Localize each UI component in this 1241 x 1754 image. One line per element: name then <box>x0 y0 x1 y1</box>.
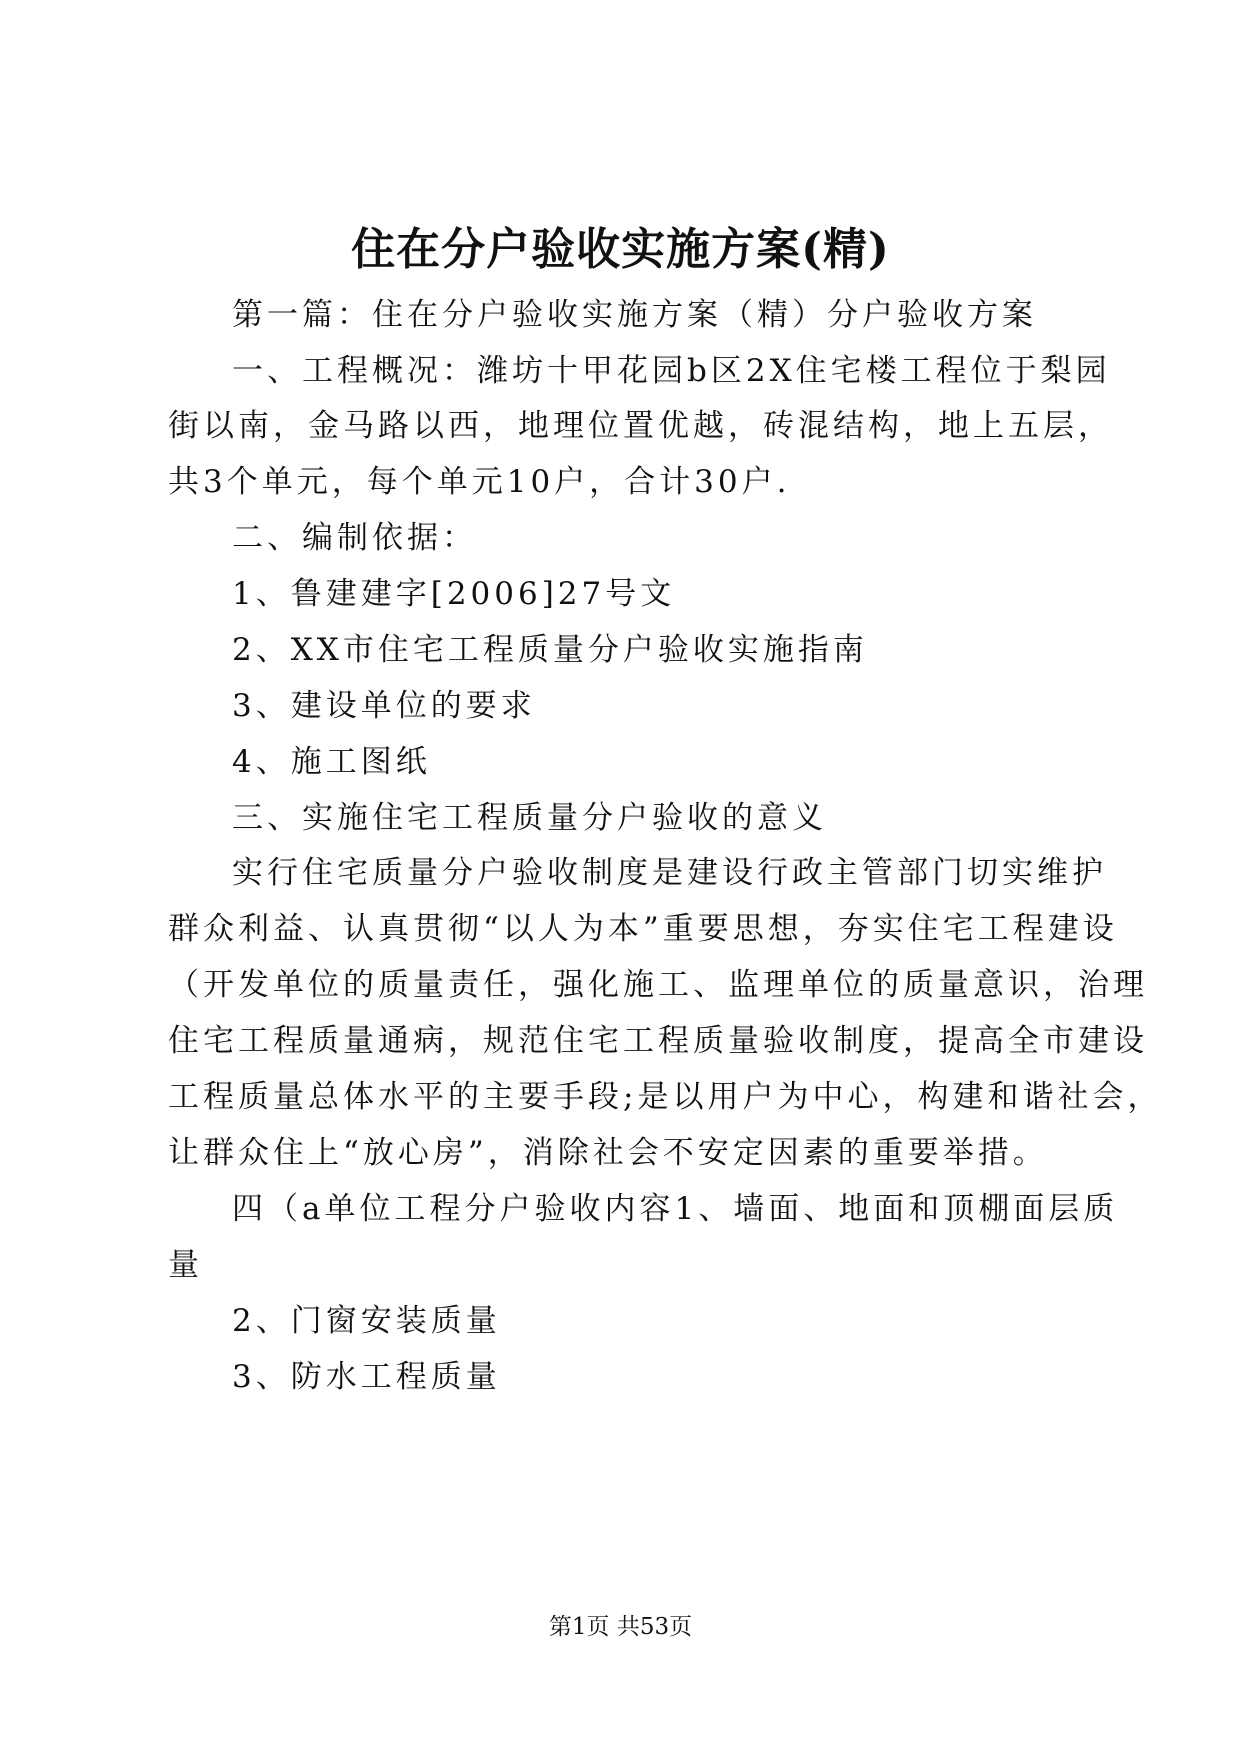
significance-line-1: 实行住宅质量分户验收制度是建设行政主管部门切实维护 <box>232 855 1107 891</box>
inspection-item-3: 3、防水工程质量 <box>232 1359 501 1395</box>
basis-heading: 二、编制依据： <box>232 520 477 556</box>
heading-first-part: 第一篇：住在分户验收实施方案（精）分户验收方案 <box>232 297 1037 333</box>
basis-item-2: 2、XX市住宅工程质量分户验收实施指南 <box>232 632 868 668</box>
significance-line-2: 群众利益、认真贯彻“以人为本”重要思想，夯实住宅工程建设 <box>168 911 1118 947</box>
page-number-footer: 第1页 共53页 <box>548 1614 693 1640</box>
significance-line-5: 工程质量总体水平的主要手段;是以用户为中心，构建和谐社会， <box>168 1079 1163 1115</box>
project-overview-line-2: 街以南，金马路以西，地理位置优越，砖混结构，地上五层， <box>168 408 1113 444</box>
inspection-item-2: 2、门窗安装质量 <box>232 1303 501 1339</box>
inspection-content-line-2: 量 <box>168 1247 203 1283</box>
project-overview-line-3: 共3个单元，每个单元10户，合计30户. <box>168 464 791 500</box>
inspection-content-line-1: 四（a单位工程分户验收内容1、墙面、地面和顶棚面层质 <box>232 1191 1119 1227</box>
basis-item-4: 4、施工图纸 <box>232 744 431 780</box>
significance-line-6: 让群众住上“放心房”，消除社会不安定因素的重要举措。 <box>168 1135 1048 1171</box>
basis-item-1: 1、鲁建建字[2006]27号文 <box>232 576 676 612</box>
document-title: 住在分户验收实施方案(精) <box>351 224 890 275</box>
significance-heading: 三、实施住宅工程质量分户验收的意义 <box>232 800 827 836</box>
basis-item-3: 3、建设单位的要求 <box>232 688 536 724</box>
significance-line-4: 住宅工程质量通病，规范住宅工程质量验收制度，提高全市建设 <box>168 1023 1148 1059</box>
project-overview-line-1: 一、工程概况：潍坊十甲花园b区2X住宅楼工程位于梨园 <box>232 353 1111 389</box>
significance-line-3: （开发单位的质量责任，强化施工、监理单位的质量意识，治理 <box>168 967 1148 1003</box>
